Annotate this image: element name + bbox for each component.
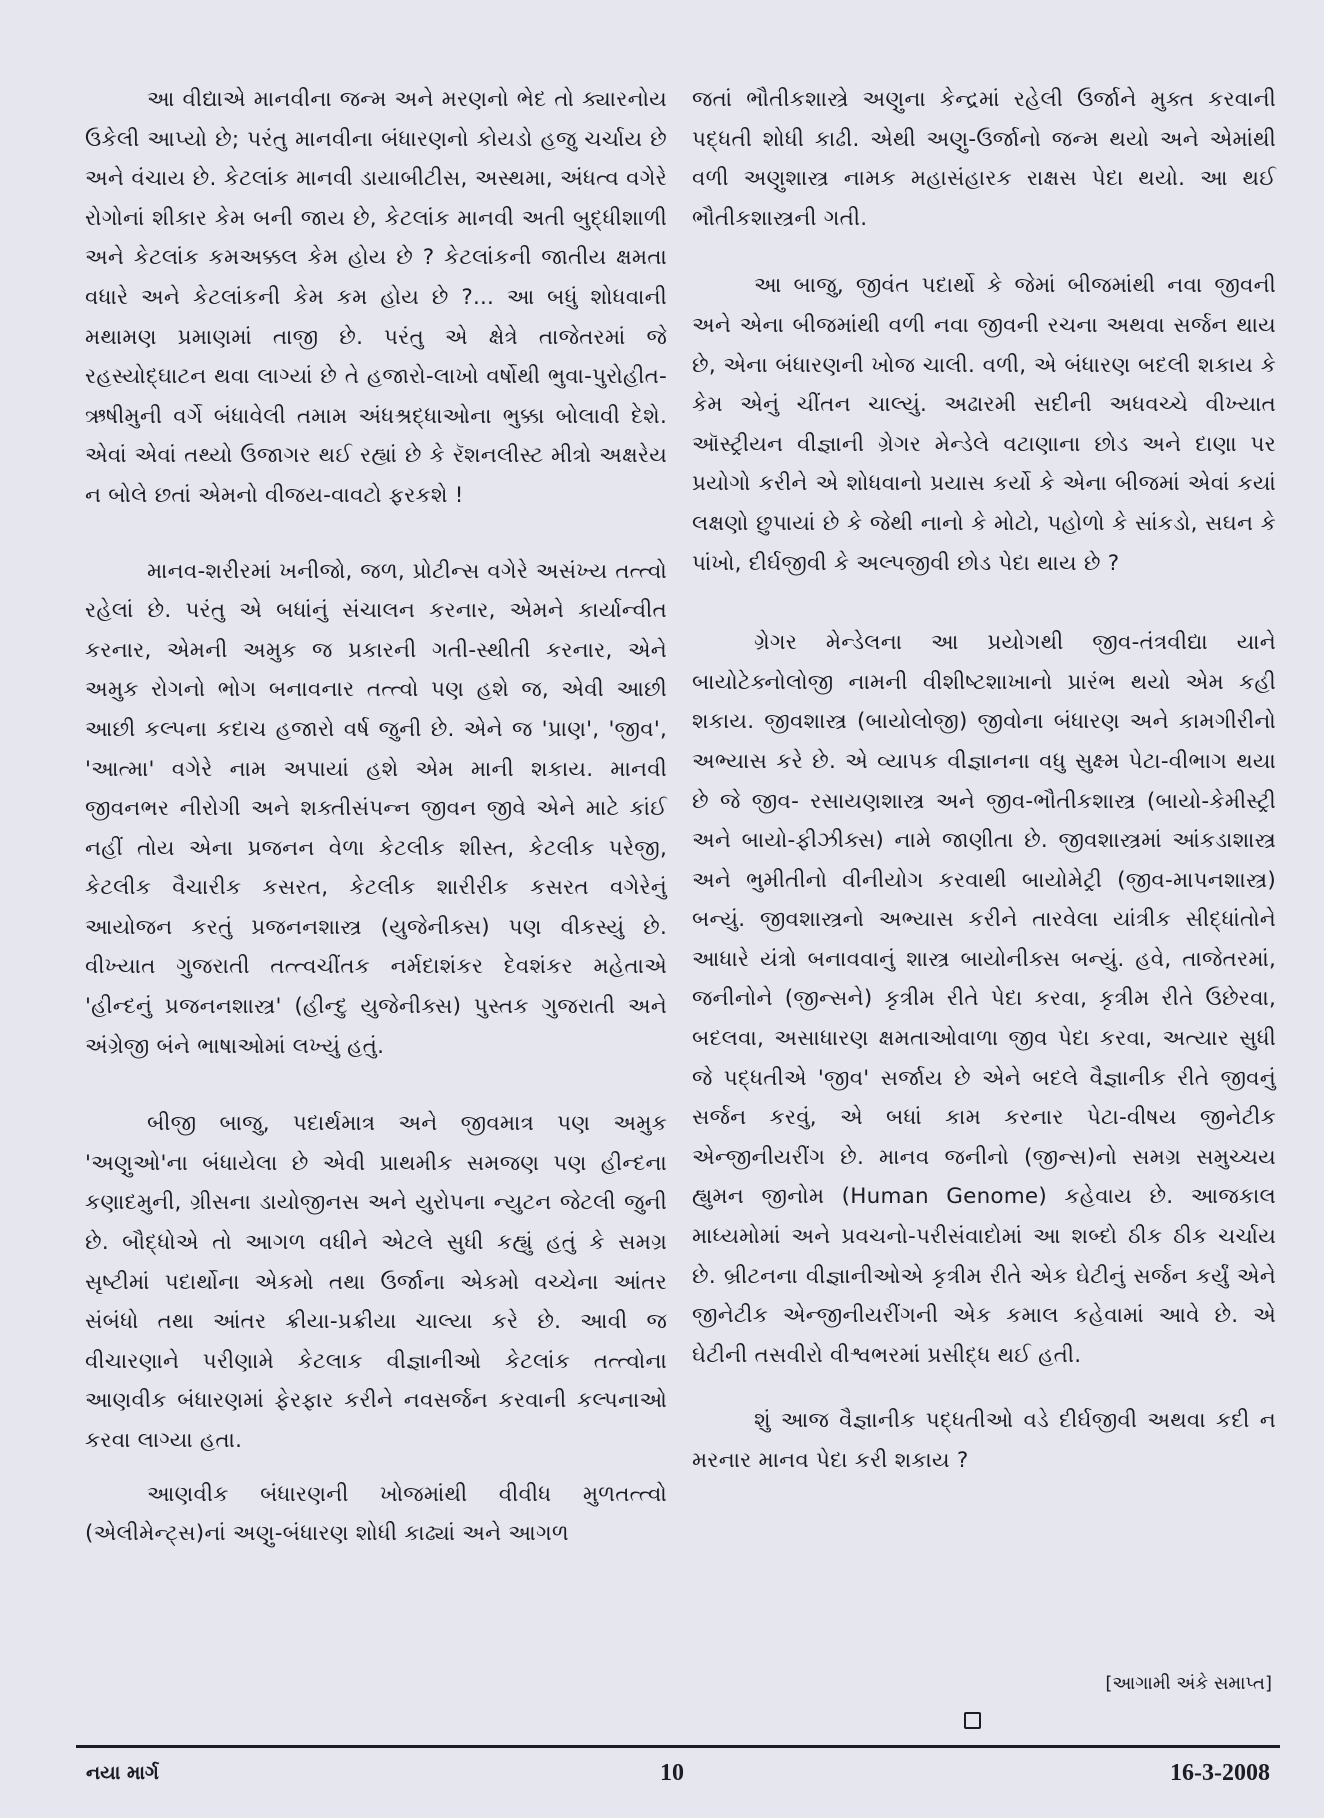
right-column xyxy=(692,80,1276,1491)
paragraph: શું આજ વૈજ્ઞાનીક પદ્ધતીઓ વડે દીર્ઘજીવી અથવા કદી ન મરનાર માનવ પેદા કરી શકાય ? xyxy=(692,1408,1276,1473)
paragraph: આણવીક બંધારણની ખોજમાંથી વીવીધ મુળતત્ત્વો (એલીમેન્ટ્સ)નાં અણુ-બંધારણ શોધી કાઢ્યાં અને આગળ xyxy=(85,1481,667,1547)
end-of-article-square-icon xyxy=(964,1712,981,1729)
paragraph: જતાં ભૌતીકશાસ્ત્રે અણુના કેન્દ્રમાં રહેલી ઉર્જાને મુક્ત કરવાની પદ્ધતી શોધી કાઢી. એથી અણુ-ઉર્જાનો જન્મ થયો અને એમાંથી વળી અણુશાસ્ત્ર નામક મહાસંહારક રાક્ષસ પેદા થયો. આ થઈ ભૌતીકશાસ્ત્રની ગતી. xyxy=(692,87,1276,231)
left-column xyxy=(85,80,667,1580)
paragraph: બીજી બાજુ, પદાર્થમાત્ર અને જીવમાત્ર પણ અમુક 'અણુઓ'ના બંધાયેલા છે એવી પ્રાથમીક સમજણ પણ હીન્દના કણાદમુની, ગ્રીસના ડાયોજીનસ અને યુરોપના ન્યુટન જેટલી જુની છે. બૌદ્ધોએ તો આગળ વધીને એટલે સુધી કહ્યું હતું કે સમગ્ર સૃષ્ટીમાં પદાર્થોના એકમો તથા ઉર્જાના એકમો વચ્ચેના આંતર સંબંધો તથા આંતર ક્રીયા-પ્રક્રીયા ચાલ્યા કરે છે. આવી જ વીચારણાને પરીણામે કેટલાક વીજ્ઞાનીઓ કેટલાંક તત્ત્વોના આણવીક બંધારણમાં ફેરફાર કરીને નવસર્જન કરવાની કલ્પનાઓ કરવા લાગ્યા હતા. xyxy=(85,1111,667,1453)
paragraph: આ વીદ્યાએ માનવીના જન્મ અને મરણનો ભેદ તો ક્યારનોય ઉકેલી આપ્યો છે; પરંતુ માનવીના બંધારણનો કોયડો હજુ ચર્ચાય છે અને વંચાય છે. કેટલાંક માનવી ડાયાબીટીસ, અસ્થમા, અંધત્વ વગેરે રોગોનાં શીકાર કેમ બની જાય છે, કેટલાંક માનવી અતી બુદ્ધીશાળી અને કેટલાંક કમઅક્કલ કેમ હોય છે ? કેટલાંકની જાતીય ક્ષમતા વધારે અને કેટલાંકની કેમ કમ હોય છે ?... આ બધું શોધવાની મથામણ પ્રમાણમાં તાજી છે. પરંતુ એ ક્ષેત્રે તાજેતરમાં જે રહસ્યોદ્ઘાટન થવા લાગ્યાં છે તે હજારો-લાખો વર્ષોથી ભુવા-પુરોહીત-ઋષીમુની વર્ગે બંધાવેલી તમામ અંધશ્રદ્ધાઓના ભુક્કા બોલાવી દેશે. એવાં એવાં તથ્યો ઉજાગર થઈ રહ્યાં છે કે રૅશનલીસ્ટ મીત્રો અક્ષરેય ન બોલે છતાં એમનો વીજય-વાવટો ફરકશે ! xyxy=(85,87,667,508)
magazine-name: નયા માર્ગ xyxy=(86,1762,159,1784)
paragraph: ગ્રેગર મેન્ડેલના આ પ્રયોગથી જીવ-તંત્રવીદ્યા યાને બાયોટેક્નોલોજી નામની વીશીષ્ટશાખાનો પ્રારંભ થયો એમ કહી શકાય. જીવશાસ્ત્ર (બાયોલોજી) જીવોના બંધારણ અને કામગીરીનો અભ્યાસ કરે છે. એ વ્યાપક વીજ્ઞાનના વધુ સુક્ષ્મ પેટા-વીભાગ થયા છે જે જીવ- રસાયણશાસ્ત્ર અને જીવ-ભૌતીકશાસ્ત્ર (બાયો-કેમીસ્ટ્રી અને બાયો-ફીઝીક્સ) નામે જાણીતા છે. જીવશાસ્ત્રમાં આંકડાશાસ્ત્ર અને ભુમીતીનો વીનીયોગ કરવાથી બાયોમેટ્રી (જીવ-માપનશાસ્ત્ર) બન્યું. જીવશાસ્ત્રનો અભ્યાસ કરીને તારવેલા યાંત્રીક સીદ્ધાંતોને આધારે યંત્રો બનાવવાનું શાસ્ત્ર બાયોનીક્સ બન્યું. હવે, તાજેતરમાં, જનીનોને (જીન્સને) કૃત્રીમ રીતે પેદા કરવા, કૃત્રીમ રીતે ઉછેરવા, બદલવા, અસાધારણ ક્ષમતાઓવાળા જીવ પેદા કરવા, અત્યાર સુધી જે પદ્ધતીએ 'જીવ' સર્જાય છે એને બદલે વૈજ્ઞાનીક રીતે જીવનું સર્જન કરવું, એ બધાં કામ કરનાર પેટા-વીષય જીનેટીક એન્જીનીયરીંગ છે. માનવ જનીનો (જીન્સ)નો સમગ્ર સમુચ્ચય હ્યુમન જીનોમ (Human Genome) કહેવાય છે. આજકાલ માધ્યમોમાં અને પ્રવચનો-પરીસંવાદોમાં આ શબ્દો ઠીક ઠીક ચર્ચાય છે. બ્રીટનના વીજ્ઞાનીઓએ કૃત્રીમ રીતે એક ઘેટીનું સર્જન કર્યું એને જીનેટીક એન્જીનીયરીંગની એક કમાલ કહેવામાં આવે છે. એ ઘેટીની તસવીરો વીશ્વભરમાં પ્રસીદ્ધ થઈ હતી. xyxy=(692,630,1276,1368)
issue-date: 16-3-2008 xyxy=(1170,1760,1270,1786)
page-number: 10 xyxy=(660,1760,684,1786)
footer-rule xyxy=(76,1745,1280,1748)
paragraph: આ બાજુ, જીવંત પદાર્થો કે જેમાં બીજમાંથી નવા જીવની અને એના બીજમાંથી વળી નવા જીવની રચના અથવા સર્જન થાય છે, એના બંધારણની ખોજ ચાલી. વળી, એ બંધારણ બદલી શકાય કે કેમ એનું ચીંતન ચાલ્યું. અઢારમી સદીની અધવચ્ચે વીખ્યાત ઑસ્ટ્રીયન વીજ્ઞાની ગ્રેગર મેન્ડેલે વટાણાના છોડ અને દાણા પર પ્રયોગો કરીને એ શોધવાનો પ્રયાસ કર્યો કે એના બીજમાં એવાં કયાં લક્ષણો છુપાયાં છે કે જેથી નાનો કે મોટો, પહોળો કે સાંકડો, સઘન કે પાંખો, દીર્ઘજીવી કે અલ્પજીવી છોડ પેદા થાય છે ? xyxy=(692,273,1276,576)
paragraph: માનવ-શરીરમાં ખનીજો, જળ, પ્રોટીન્સ વગેરે અસંખ્ય તત્ત્વો રહેલાં છે. પરંતુ એ બધાંનું સંચાલન કરનાર, એમને કાર્યાન્વીત કરનાર, એમની અમુક જ પ્રકારની ગતી-સ્થીતી કરનાર, એને અમુક રોગનો ભોગ બનાવનાર તત્ત્વો પણ હશે જ, એવી આછી આછી કલ્પના કદાચ હજારો વર્ષ જુની છે. એને જ 'પ્રાણ', 'જીવ', 'આત્મા' વગેરે નામ અપાયાં હશે એમ માની શકાય. માનવી જીવનભર નીરોગી અને શક્તીસંપન્ન જીવન જીવે એને માટે કાંઈ નહીં તોય એના પ્રજનન વેળા કેટલીક શીસ્ત, કેટલીક પરેજી, કેટલીક વૈચારીક કસરત, કેટલીક શારીરીક કસરત વગેરેનું આયોજન કરતું પ્રજનનશાસ્ત્ર (યુજેનીક્સ) પણ વીકસ્યું છે. વીખ્યાત ગુજરાતી તત્ત્વચીંતક નર્મદાશંકર દેવશંકર મહેતાએ 'હીન્દનું પ્રજનનશાસ્ત્ર' (હીન્દુ યુજેનીક્સ) પુસ્તક ગુજરાતી અને અંગ્રેજી બંને ભાષાઓમાં લખ્યું હતું. xyxy=(85,558,667,1059)
continuation-note: [આગામી અંકે સમાપ્ત] xyxy=(1105,1673,1272,1694)
